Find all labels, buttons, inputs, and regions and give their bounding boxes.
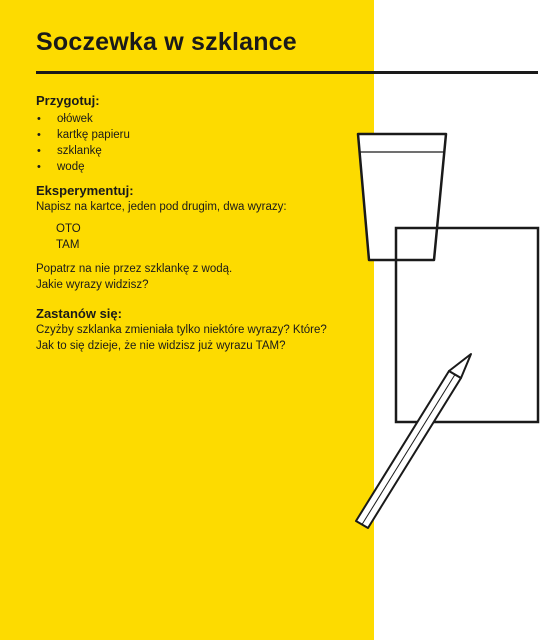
experiment-heading: Eksperymentuj: (36, 183, 134, 198)
reflect-line: Czyżby szklanka zmieniała tylko niektóre wyrazy? Które? (36, 324, 327, 336)
word-oto: OTO (56, 223, 81, 235)
pencil-icon (356, 354, 471, 528)
experiment-question-line: Jakie wyrazy widzisz? (36, 279, 149, 291)
bullet-icon: • (37, 145, 41, 157)
material-label: szklankę (57, 145, 102, 157)
experiment-instruction: Napisz na kartce, jeden pod drugim, dwa wyrazy: (36, 201, 287, 213)
word-tam: TAM (56, 239, 80, 251)
reflect-heading: Zastanów się: (36, 306, 122, 321)
prepare-heading: Przygotuj: (36, 93, 100, 108)
bullet-icon: • (37, 113, 41, 125)
reflect-line: Jak to się dzieje, że nie widzisz już wyrazu TAM? (36, 340, 286, 352)
material-label: wodę (57, 161, 85, 173)
material-label: ołówek (57, 113, 93, 125)
bullet-icon: • (37, 161, 41, 173)
page-title: Soczewka w szklance (36, 28, 297, 56)
glass-of-water-icon (358, 134, 446, 260)
bullet-icon: • (37, 129, 41, 141)
experiment-question-line: Popatrz na nie przez szklankę z wodą. (36, 263, 233, 275)
material-label: kartkę papieru (57, 129, 130, 141)
